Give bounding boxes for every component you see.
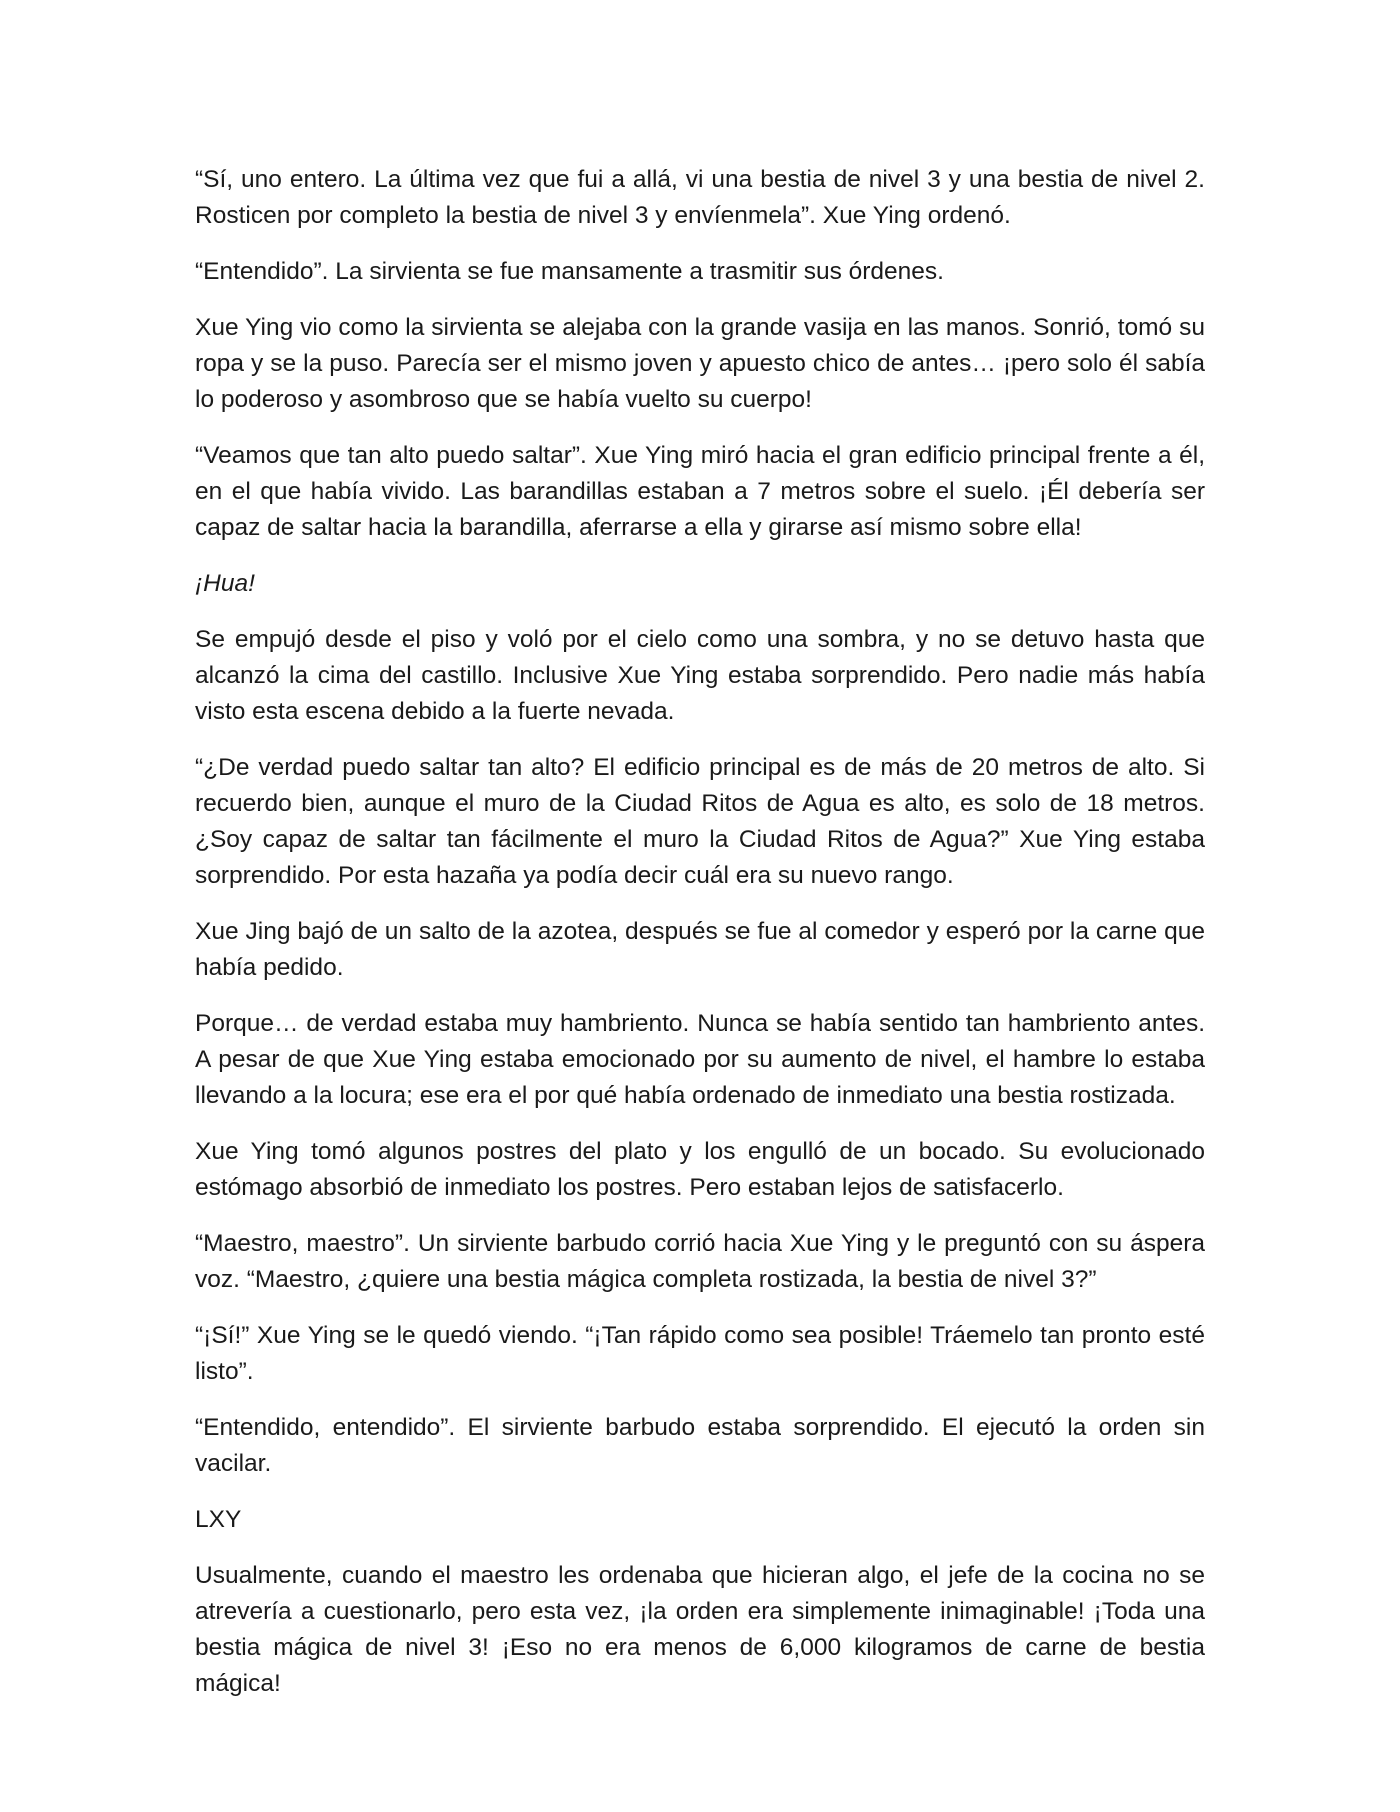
paragraph-7: “¿De verdad puedo saltar tan alto? El edificio principal es de más de 20 metros de alto. Si recuerdo bien, aunque el muro de la Ciudad Ritos de Agua es alto, es solo de 18 metros. ¿Soy capaz de saltar tan fácilmente el muro la Ciudad Ritos de Agua?” Xue Ying estaba sorprendido. Por esta hazaña ya podía decir cuál era su nuevo rango.	[195, 754, 1205, 889]
paragraph-14-scene-break: LXY	[195, 1506, 242, 1533]
paragraph-12: “¡Sí!” Xue Ying se le quedó viendo. “¡Tan rápido como sea posible! Tráemelo tan pronto esté listo”.	[195, 1322, 1205, 1385]
paragraph-10: Xue Ying tomó algunos postres del plato y los engulló de un bocado. Su evolucionado estómago absorbió de inmediato los postres. Pero estaban lejos de satisfacerlo.	[195, 1138, 1205, 1201]
paragraph-9: Porque… de verdad estaba muy hambriento. Nunca se había sentido tan hambriento antes. A pesar de que Xue Ying estaba emocionado por su aumento de nivel, el hambre lo estaba llevando a la locura; ese era el por qué había ordenado de inmediato una bestia rostizada.	[195, 1010, 1205, 1109]
paragraph-1: “Sí, uno entero. La última vez que fui a allá, vi una bestia de nivel 3 y una bestia de nivel 2. Rosticen por completo la bestia de nivel 3 y envíenmela”. Xue Ying ordenó.	[195, 166, 1205, 229]
paragraph-6: Se empujó desde el piso y voló por el cielo como una sombra, y no se detuvo hasta que alcanzó la cima del castillo. Inclusive Xue Ying estaba sorprendido. Pero nadie más había visto esta escena debido a la fuerte nevada.	[195, 626, 1205, 725]
paragraph-15: Usualmente, cuando el maestro les ordenaba que hicieran algo, el jefe de la cocina no se atrevería a cuestionarlo, pero esta vez, ¡la orden era simplemente inimaginable! ¡Toda una bestia mágica de nivel 3! ¡Eso no era menos de 6,000 kilogramos de carne de bestia mágica!	[195, 1562, 1205, 1697]
document-body	[195, 162, 1205, 1722]
paragraph-4: “Veamos que tan alto puedo saltar”. Xue Ying miró hacia el gran edificio principal frente a él, en el que había vivido. Las barandillas estaban a 7 metros sobre el suelo. ¡Él debería ser capaz de saltar hacia la barandilla, aferrarse a ella y girarse así mismo sobre ella!	[195, 442, 1205, 541]
paragraph-13: “Entendido, entendido”. El sirviente barbudo estaba sorprendido. El ejecutó la orden sin vacilar.	[195, 1414, 1205, 1477]
paragraph-3: Xue Ying vio como la sirvienta se alejaba con la grande vasija en las manos. Sonrió, tomó su ropa y se la puso. Parecía ser el mismo joven y apuesto chico de antes… ¡pero solo él sabía lo poderoso y asombroso que se había vuelto su cuerpo!	[195, 314, 1205, 413]
paragraph-8: Xue Jing bajó de un salto de la azotea, después se fue al comedor y esperó por la carne que había pedido.	[195, 918, 1205, 981]
paragraph-11: “Maestro, maestro”. Un sirviente barbudo corrió hacia Xue Ying y le preguntó con su áspera voz. “Maestro, ¿quiere una bestia mágica completa rostizada, la bestia de nivel 3?”	[195, 1230, 1205, 1293]
paragraph-2: “Entendido”. La sirvienta se fue mansamente a trasmitir sus órdenes.	[195, 258, 944, 285]
paragraph-5-onomatopoeia: ¡Hua!	[195, 570, 255, 597]
